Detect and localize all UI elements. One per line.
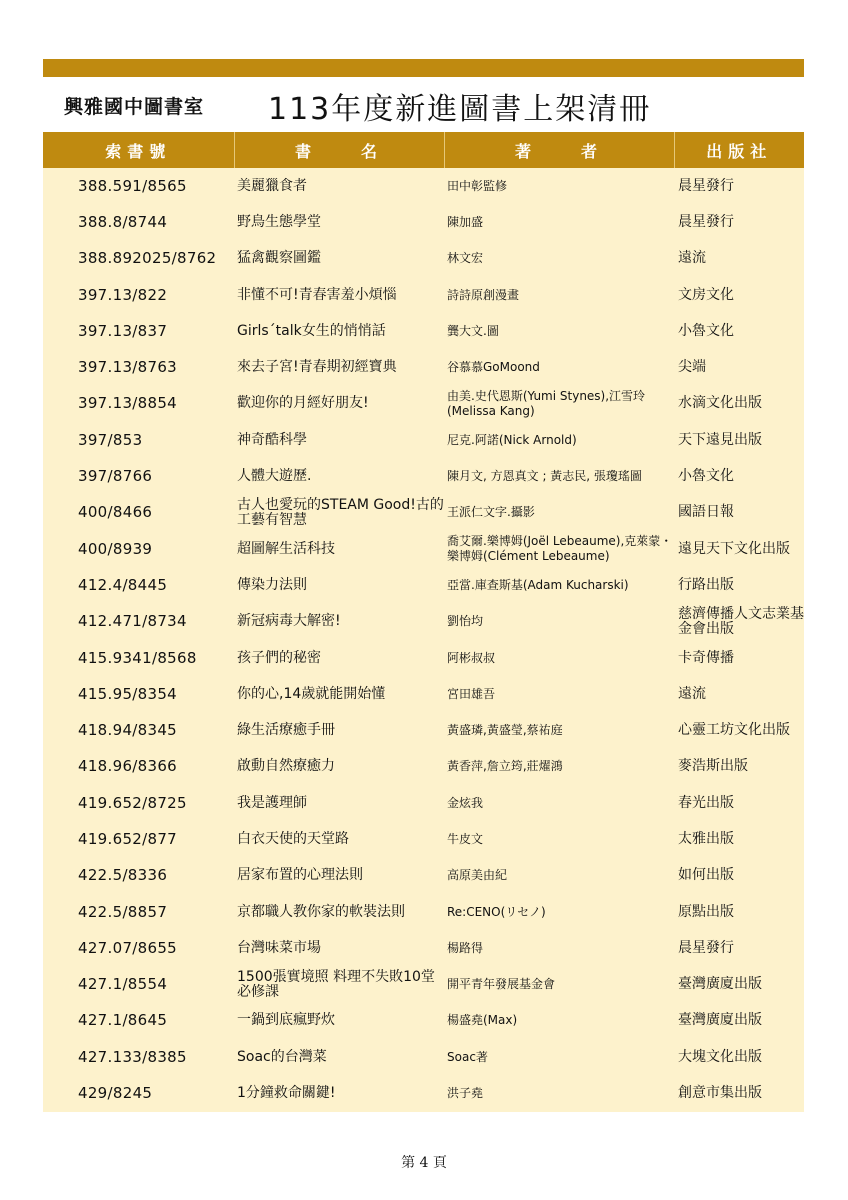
column-header-publisher: 出版社 xyxy=(706,141,773,161)
publisher-cell: 心靈工坊文化出版 xyxy=(678,722,790,739)
author-cell: 由美.史代恩斯(Yumi Stynes),江雪玲(Melissa Kang) xyxy=(447,388,646,418)
call-number-cell: 397/853 xyxy=(78,430,143,449)
call-number-cell: 415.9341/8568 xyxy=(78,648,197,667)
table-row xyxy=(43,749,804,785)
publisher-cell: 晨星發行 xyxy=(678,213,734,230)
table-row xyxy=(43,531,804,567)
publisher-cell: 臺灣廣廈出版 xyxy=(678,1012,762,1029)
publisher-cell: 遠流 xyxy=(678,250,706,267)
author-cell: Re:CENO(リセノ) xyxy=(447,904,546,919)
title-cell: 我是護理師 xyxy=(237,794,307,811)
page-title: 113年度新進圖書上架清冊 xyxy=(268,92,652,127)
title-cell: 一鍋到底瘋野炊 xyxy=(237,1012,335,1029)
title-cell: Soac的台灣菜 xyxy=(237,1048,327,1065)
author-cell: 高原美由紀 xyxy=(447,868,508,883)
author-cell: 黃盛璘,黃盛瑩,蔡祐庭 xyxy=(447,723,563,738)
table-row xyxy=(43,422,804,458)
call-number-cell: 397.13/8854 xyxy=(78,394,178,413)
call-number-cell: 419.652/877 xyxy=(78,829,178,848)
table-row xyxy=(43,967,804,1003)
title-cell: 野鳥生態學堂 xyxy=(237,213,321,230)
author-cell: 喬艾爾.樂博姆(Joël Lebeaume),克萊蒙・樂博姆(Clément Lebeaume) xyxy=(447,534,673,564)
book-list-table xyxy=(43,132,804,1112)
top-decorative-bar xyxy=(43,59,804,77)
title-cell: 神奇酷科學 xyxy=(237,431,307,448)
author-cell: 龔大文.圖 xyxy=(447,323,499,338)
publisher-cell: 慈濟傳播人文志業基金會出版 xyxy=(678,605,804,637)
column-header-title: 書 名 xyxy=(234,132,444,168)
table-header-row xyxy=(43,132,804,168)
call-number-cell: 388.8/8744 xyxy=(78,212,168,231)
title-cell: 猛禽觀察圖鑑 xyxy=(237,250,321,267)
table-row xyxy=(43,858,804,894)
title-cell: 白衣天使的天堂路 xyxy=(237,830,349,847)
author-cell: 牛皮文 xyxy=(447,831,484,846)
table-row xyxy=(43,604,804,640)
table-row xyxy=(43,1075,804,1111)
table-row xyxy=(43,821,804,857)
author-cell: 王派仁文字.攝影 xyxy=(447,505,535,520)
table-row xyxy=(43,930,804,966)
publisher-cell: 行路出版 xyxy=(678,576,734,593)
call-number-cell: 418.94/8345 xyxy=(78,721,178,740)
title-cell: 孩子們的秘密 xyxy=(237,649,321,666)
author-cell: 尼克.阿諾(Nick Arnold) xyxy=(447,432,577,447)
publisher-cell: 卡奇傳播 xyxy=(678,649,734,666)
publisher-cell: 遠見天下文化出版 xyxy=(678,540,790,557)
title-cell: 傳染力法則 xyxy=(237,576,307,593)
call-number-cell: 397.13/822 xyxy=(78,285,168,304)
author-cell: 金炫我 xyxy=(447,795,484,810)
author-cell: 楊路得 xyxy=(447,940,484,955)
table-row xyxy=(43,894,804,930)
publisher-cell: 尖端 xyxy=(678,359,706,376)
call-number-cell: 400/8466 xyxy=(78,503,153,522)
table-row xyxy=(43,676,804,712)
author-cell: 開平青年發展基金會 xyxy=(447,977,556,992)
publisher-cell: 小魯文化 xyxy=(678,322,734,339)
publisher-cell: 太雅出版 xyxy=(678,830,734,847)
call-number-cell: 422.5/8857 xyxy=(78,902,168,921)
call-number-cell: 422.5/8336 xyxy=(78,866,168,885)
title-cell: 人體大遊歷. xyxy=(237,468,312,485)
author-cell: 詩詩原創漫畫 xyxy=(447,287,520,302)
call-number-cell: 412.471/8734 xyxy=(78,612,187,631)
publisher-cell: 水滴文化出版 xyxy=(678,395,762,412)
table-row xyxy=(43,349,804,385)
school-name: 興雅國中圖書室 xyxy=(64,96,205,118)
table-row xyxy=(43,785,804,821)
call-number-cell: 412.4/8445 xyxy=(78,575,168,594)
author-cell: 林文宏 xyxy=(447,251,484,266)
title-cell: 你的心,14歲就能開始懂 xyxy=(237,685,386,702)
author-cell: 楊盛堯(Max) xyxy=(447,1013,518,1028)
call-number-cell: 400/8939 xyxy=(78,539,153,558)
table-row xyxy=(43,458,804,494)
author-cell: 田中彰監修 xyxy=(447,178,508,193)
author-cell: 劉怡均 xyxy=(447,614,484,629)
publisher-cell: 原點出版 xyxy=(678,903,734,920)
call-number-cell: 427.133/8385 xyxy=(78,1047,187,1066)
table-row xyxy=(43,640,804,676)
title-cell: 啟動自然療癒力 xyxy=(237,758,335,775)
author-cell: 亞當.庫查斯基(Adam Kucharski) xyxy=(447,577,629,592)
publisher-cell: 大塊文化出版 xyxy=(678,1048,762,1065)
table-row xyxy=(43,1003,804,1039)
publisher-cell: 小魯文化 xyxy=(678,468,734,485)
publisher-cell: 國語日報 xyxy=(678,504,734,521)
call-number-cell: 427.1/8645 xyxy=(78,1011,168,1030)
page-number: 第 4 頁 xyxy=(401,1155,447,1171)
table-row xyxy=(43,204,804,240)
call-number-cell: 429/8245 xyxy=(78,1084,153,1103)
author-cell: 宮田雄吾 xyxy=(447,686,496,701)
table-row xyxy=(43,567,804,603)
author-cell: 阿彬叔叔 xyxy=(447,650,496,665)
table-row xyxy=(43,241,804,277)
publisher-cell: 晨星發行 xyxy=(678,939,734,956)
publisher-cell: 遠流 xyxy=(678,685,706,702)
table-row xyxy=(43,495,804,531)
title-cell: 超圖解生活科技 xyxy=(237,540,335,557)
column-header-call-number: 索書號 xyxy=(43,132,234,168)
title-cell: 古人也愛玩的STEAM Good!古的工藝有智慧 xyxy=(237,496,444,528)
author-cell: Soac著 xyxy=(447,1049,488,1064)
publisher-cell: 如何出版 xyxy=(678,867,734,884)
table-row xyxy=(43,277,804,313)
publisher-cell: 麥浩斯出版 xyxy=(678,758,748,775)
table-row xyxy=(43,1039,804,1075)
publisher-cell: 春光出版 xyxy=(678,794,734,811)
author-cell: 陳加盛 xyxy=(447,214,484,229)
call-number-cell: 397.13/837 xyxy=(78,321,168,340)
author-cell: 黃香萍,詹立筠,莊燿鴻 xyxy=(447,759,563,774)
publisher-cell: 天下遠見出版 xyxy=(678,431,762,448)
call-number-cell: 427.1/8554 xyxy=(78,975,168,994)
title-cell: 美麗獵食者 xyxy=(237,177,307,194)
call-number-cell: 427.07/8655 xyxy=(78,938,178,957)
title-cell: 台灣味菜市場 xyxy=(237,939,321,956)
title-cell: 綠生活療癒手冊 xyxy=(237,722,335,739)
title-cell: 新冠病毒大解密! xyxy=(237,613,341,630)
call-number-cell: 397/8766 xyxy=(78,467,153,486)
call-number-cell: 388.892025/8762 xyxy=(78,249,217,268)
author-cell: 洪子堯 xyxy=(447,1086,484,1101)
publisher-cell: 臺灣廣廈出版 xyxy=(678,976,762,993)
table-row xyxy=(43,386,804,422)
call-number-cell: 397.13/8763 xyxy=(78,358,178,377)
title-cell: 1分鐘救命關鍵! xyxy=(237,1085,336,1102)
title-cell: Girls´talk女生的悄悄話 xyxy=(237,322,386,339)
publisher-cell: 晨星發行 xyxy=(678,177,734,194)
title-cell: 京都職人教你家的軟裝法則 xyxy=(237,903,405,920)
title-cell: 1500張實境照 料理不失敗10堂必修課 xyxy=(237,968,435,1000)
title-cell: 居家布置的心理法則 xyxy=(237,867,363,884)
title-cell: 歡迎你的月經好朋友! xyxy=(237,395,369,412)
title-cell: 來去子宮!青春期初經寶典 xyxy=(237,359,397,376)
author-cell: 陳月文, 方恩真文 ; 黃志民, 張瓊瑤圖 xyxy=(447,469,642,484)
publisher-cell: 創意市集出版 xyxy=(678,1085,762,1102)
title-cell: 非懂不可!青春害羞小煩惱 xyxy=(237,286,397,303)
publisher-cell: 文房文化 xyxy=(678,286,734,303)
author-cell: 谷慕慕GoMoond xyxy=(447,360,540,375)
call-number-cell: 418.96/8366 xyxy=(78,757,178,776)
call-number-cell: 388.591/8565 xyxy=(78,176,187,195)
column-header-author: 著 者 xyxy=(444,132,674,168)
call-number-cell: 415.95/8354 xyxy=(78,684,178,703)
table-row xyxy=(43,712,804,748)
call-number-cell: 419.652/8725 xyxy=(78,793,187,812)
table-row xyxy=(43,313,804,349)
table-row xyxy=(43,168,804,204)
